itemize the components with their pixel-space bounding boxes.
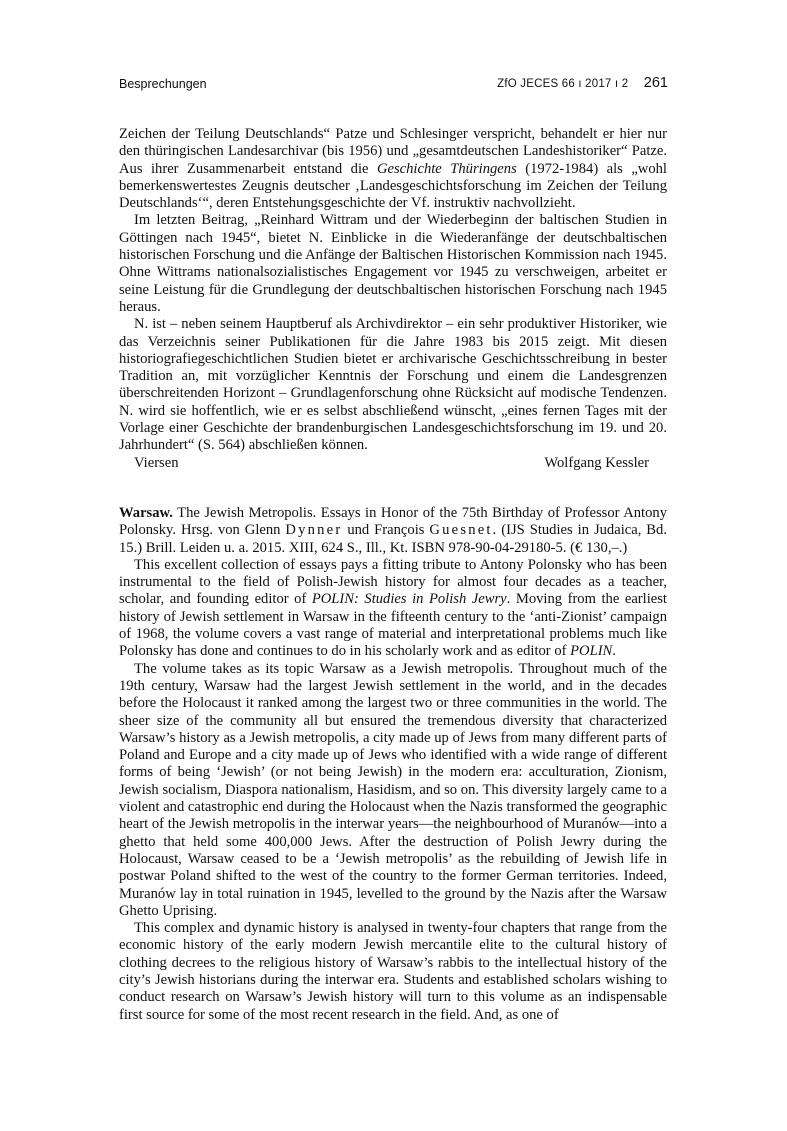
editor-name: Guesnet [429, 522, 493, 539]
review-paragraph: The volume takes as its topic Warsaw as a Jewish metropolis. Throughout much of the 19th century, Warsaw had the largest Jewish settlement in the world, and in the decades before the Holocaust it ranked among the largest two or three communities in the world. The sheer size of the community all but ensured the tremendous diversity that characterized Warsaw’s history as a Jewish metropolis, a city made up of Jews from many different parts of Poland and Europe and a city made up of Jews who identified with a wide range of different forms of being ‘Jewish’ (or not being Jewish) in the modern era: acculturation, Zionism, Jewish socialism, Diaspora nationalism, Hasidism, and so on. This diversity largely came to a violent and catastrophic end during the Holocaust when the Nazis transformed the geographic heart of the Jewish metropolis in the interwar years—the neighbourhood of Muranów—into a ghetto that held some 400,000 Jews. After the destruction of Polish Jewry during the Holocaust, Warsaw ceased to be a ‘Jewish metropolis’ as the rebuilding of Jewish life in postwar Poland shifted to the west of the country to the former German territories. Indeed, Muranów lay in total ruination in 1945, levelled to the ground by the Nazis after the Warsaw Ghetto Uprising. [119, 660, 667, 919]
page-number: 261 [643, 75, 668, 91]
reviewer-name: Wolfgang Kessler [544, 454, 649, 471]
bibliographic-header: Warsaw. The Jewish Metropolis. Essays in Honor of the 75th Birthday of Professor Antony Polonsky. Hrsg. von Glenn Dynner und François Guesnet. (IJS Studies in Judaica, Bd. 15.) Brill. Leiden u. a. 2015. XIII, 624 S., Ill., Kt. ISBN 978-90-04-29180-5. (€ 130,–.) [119, 505, 667, 556]
review-paragraph: N. ist – neben seinem Hauptberuf als Archivdirektor – ein sehr produktiver Historiker, wie das Verzeichnis seiner Publikationen für die Jahre 1983 bis 2015 zeigt. Mit diesen historiografiegeschichtlichen Studien bietet er archivarische Geschichtsschreibung in bester Tradition an, mit vorzüglicher Kenntnis der Forschung und einem die Landesgrenzen überschreitenden Horizont – Grundlagenforschung ohne Rücksicht auf modische Tendenzen. N. wird sie hoffentlich, wie er es selbst abschließend wünscht, „eines fernen Tages mit der Vorlage einer Geschichte der brandenburgischen Landesgeschichtsforschung im 19. und 20. Jahrhundert“ (S. 564) abschließen können. [119, 316, 667, 454]
journal-title-italic: POLIN: Studies in Polish Jewry [311, 591, 507, 608]
review-warsaw [119, 505, 667, 1024]
reviewer-place: Viersen [134, 454, 179, 471]
book-title-italic: Geschichte Thüringens [376, 160, 517, 177]
journal-title-italic: POLIN [570, 643, 613, 660]
editor-name: Dynner [285, 522, 343, 539]
review-paragraph: This complex and dynamic history is analysed in twenty-four chapters that range from the economic history of the early modern Jewish mercantile elite to the cultural history of clothing decrees to the religious history of Warsaw’s rabbis to the intellectual history of the city’s Jewish historians during the interwar era. Students and established scholars wishing to conduct research on Warsaw’s Jewish history will turn to this volume as an indispensable first source for some of the most recent research in the field. And, as one of [119, 920, 667, 1023]
review-signature [119, 455, 667, 473]
journal-reference [497, 75, 668, 91]
review-kessler [119, 126, 667, 473]
review-paragraph: This excellent collection of essays pays a fitting tribute to Antony Polonsky who has been instrumental to the field of Polish-Jewish history for almost four decades as a teacher, scholar, and founding editor of POLIN: Studies in Polish Jewry. Moving from the earliest history of Jewish settlement in Warsaw in the fifteenth century to the ‘anti-Zionist’ campaign of 1968, the volume covers a vast range of material and interpretational problems much like Polonsky has done and continues to do in his scholarly work and as editor of POLIN. [119, 556, 667, 660]
review-book-title: Warsaw. [119, 505, 173, 521]
review-paragraph: Zeichen der Teilung Deutschlands“ Patze und Schlesinger verspricht, behandelt er hier nur den thüringischen Landesarchivar (bis 1956) und „gesamtdeutschen Landeshistoriker“ Patze. Aus ihrer Zusammenarbeit entstand die Geschichte Thüringens (1972-1984) als „wohl bemerkenswertestes Zeugnis deutscher ‚Landesgeschichtsforschung im Zeichen der Teilung Deutschlands‘“, deren Entstehungsgeschichte der Vf. instruktiv nachvollzieht. [119, 126, 667, 212]
journal-issue: ZfO JECES 66 ı 2017 ı 2 [497, 78, 629, 90]
running-head [119, 75, 668, 95]
section-title: Besprechungen [119, 77, 207, 91]
review-paragraph: Im letzten Beitrag, „Reinhard Wittram und der Wiederbeginn der baltischen Studien in Göttingen nach 1945“, bietet N. Einblicke in die Wiederanfänge der deutschbaltischen historischen Forschung und die Anfänge der Baltischen Historischen Kommission nach 1945. Ohne Wittrams nationalsozialistisches Engagement vor 1945 zu verschweigen, arbeitet er seine Leistung für die Grundlegung der deutschbaltischen historischen Forschung nach 1945 heraus. [119, 212, 667, 315]
